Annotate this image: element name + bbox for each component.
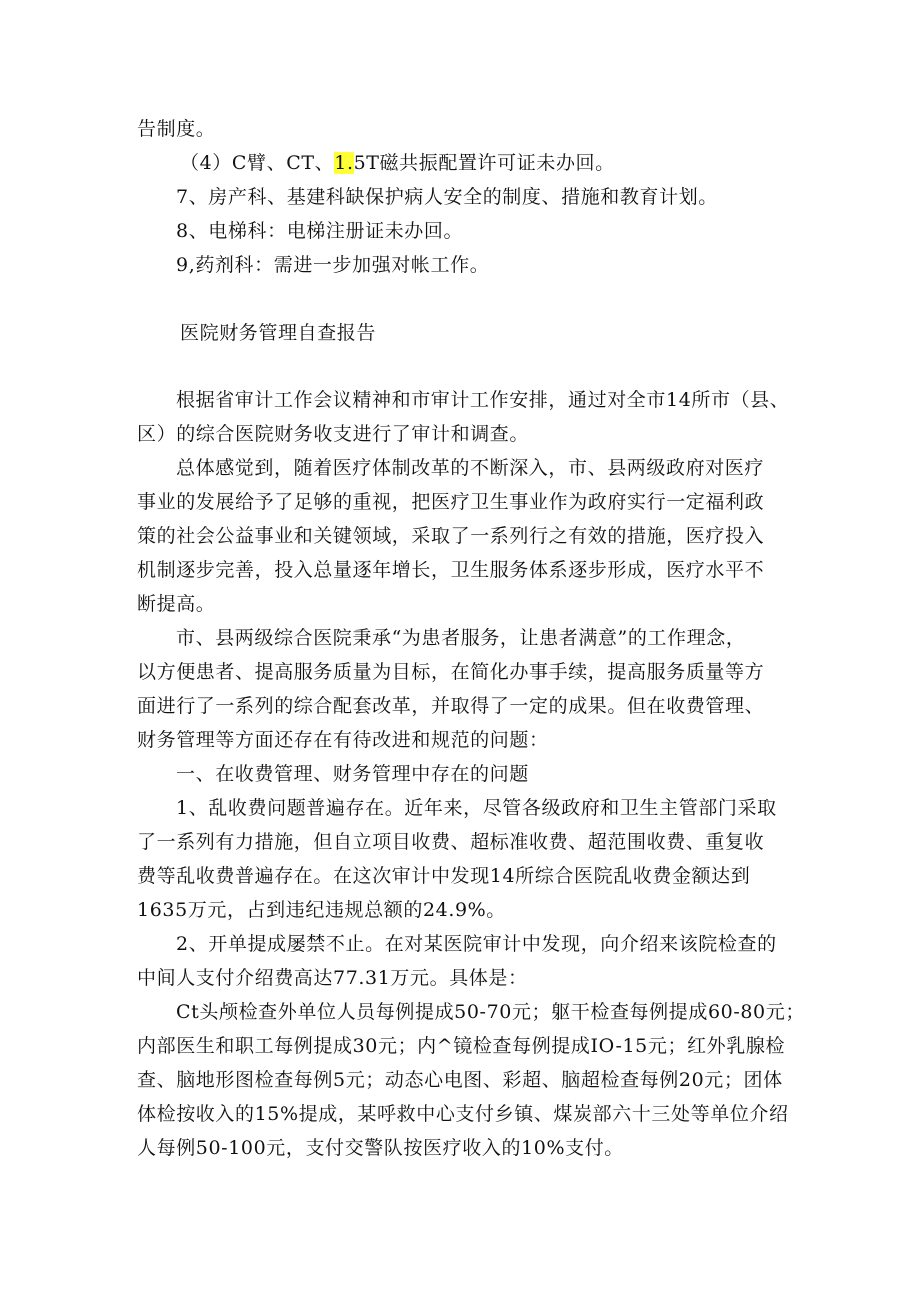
text-line: 人每例50-100元，支付交警队按医疗收入的10%支付。: [137, 1137, 624, 1159]
text-line: Ct头颅检查外单位人员每例提成50-70元；躯干检查每例提成60-80元；: [176, 1001, 805, 1023]
text-line: 面进行了一系列的综合配套改革，并取得了一定的成果。但在收费管理、: [137, 695, 765, 717]
section-title: 医院财务管理自查报告: [180, 322, 377, 344]
text-line: 策的社会公益事业和关键领域，采取了一系列行之有效的措施，医疗投入: [137, 525, 765, 547]
text-line: 2、开单提成屡禁不止。在对某医院审计中发现，向介绍来该院检查的: [176, 933, 777, 955]
text-line: 1、乱收费问题普遍存在。近年来，尽管各级政府和卫生主管部门采取: [176, 797, 777, 819]
text-line: 以方便患者、提高服务质量为目标，在简化办事手续，提高服务质量等方: [137, 661, 765, 683]
text-line: 区）的综合医院财务收支进行了审计和调查。: [137, 423, 530, 445]
text-line: 费等乱收费普遍存在。在这次审计中发现14所综合医院乱收费金额达到: [137, 865, 751, 887]
text-line: 财务管理等方面还存在有待改进和规范的问题：: [137, 729, 549, 751]
text-line: 查、脑地形图检查每例5元；动态心电图、彩超、脑超检查每例20元；团体: [137, 1069, 783, 1091]
text-line: 总体感觉到，随着医疗体制改革的不断深入，市、县两级政府对医疗: [176, 457, 765, 479]
text-line: 机制逐步完善，投入总量逐年增长，卫生服务体系逐步形成，医疗水平不: [137, 559, 765, 581]
text-line: [180, 150, 615, 176]
text-line: 8、电梯科：电梯注册证未办回。: [176, 220, 464, 242]
text-line: 告制度。: [137, 118, 216, 140]
text-line: 了一系列有力措施，但自立项目收费、超标准收费、超范围收费、重复收: [137, 831, 765, 853]
text-line: 体检按收入的15%提成，某呼救中心支付乡镇、煤炭部六十三处等单位介绍: [137, 1103, 789, 1125]
text-line: 根据省审计工作会议精神和市审计工作安排，通过对全市14所市（县、: [176, 389, 790, 411]
text-line: 事业的发展给予了足够的重视，把医疗卫生事业作为政府实行一定福利政: [137, 491, 765, 513]
text-segment: （4）C臂、CT、: [180, 152, 335, 174]
text-line: 内部医生和职工每例提成30元；内^镜检查每例提成IO-15元；红外乳腺检: [137, 1035, 786, 1057]
text-line: 7、房产科、基建科缺保护病人安全的制度、措施和教育计划。: [176, 186, 718, 208]
text-line: 1635万元，占到违纪违规总额的24.9%。: [137, 899, 506, 921]
highlighted-text: 1.: [334, 152, 354, 174]
text-line: 断提高。: [137, 593, 216, 615]
text-segment: 5T磁共振配置许可证未办回。: [353, 152, 615, 174]
text-line: 中间人支付介绍费高达77.31万元。具体是：: [137, 967, 528, 989]
text-line: 市、县两级综合医院秉承“为患者服务，让患者满意”的工作理念，: [176, 627, 746, 649]
text-line: 一、在收费管理、财务管理中存在的问题: [176, 763, 529, 785]
text-line: 9,药剂科：需进一步加强对帐工作。: [176, 254, 490, 276]
